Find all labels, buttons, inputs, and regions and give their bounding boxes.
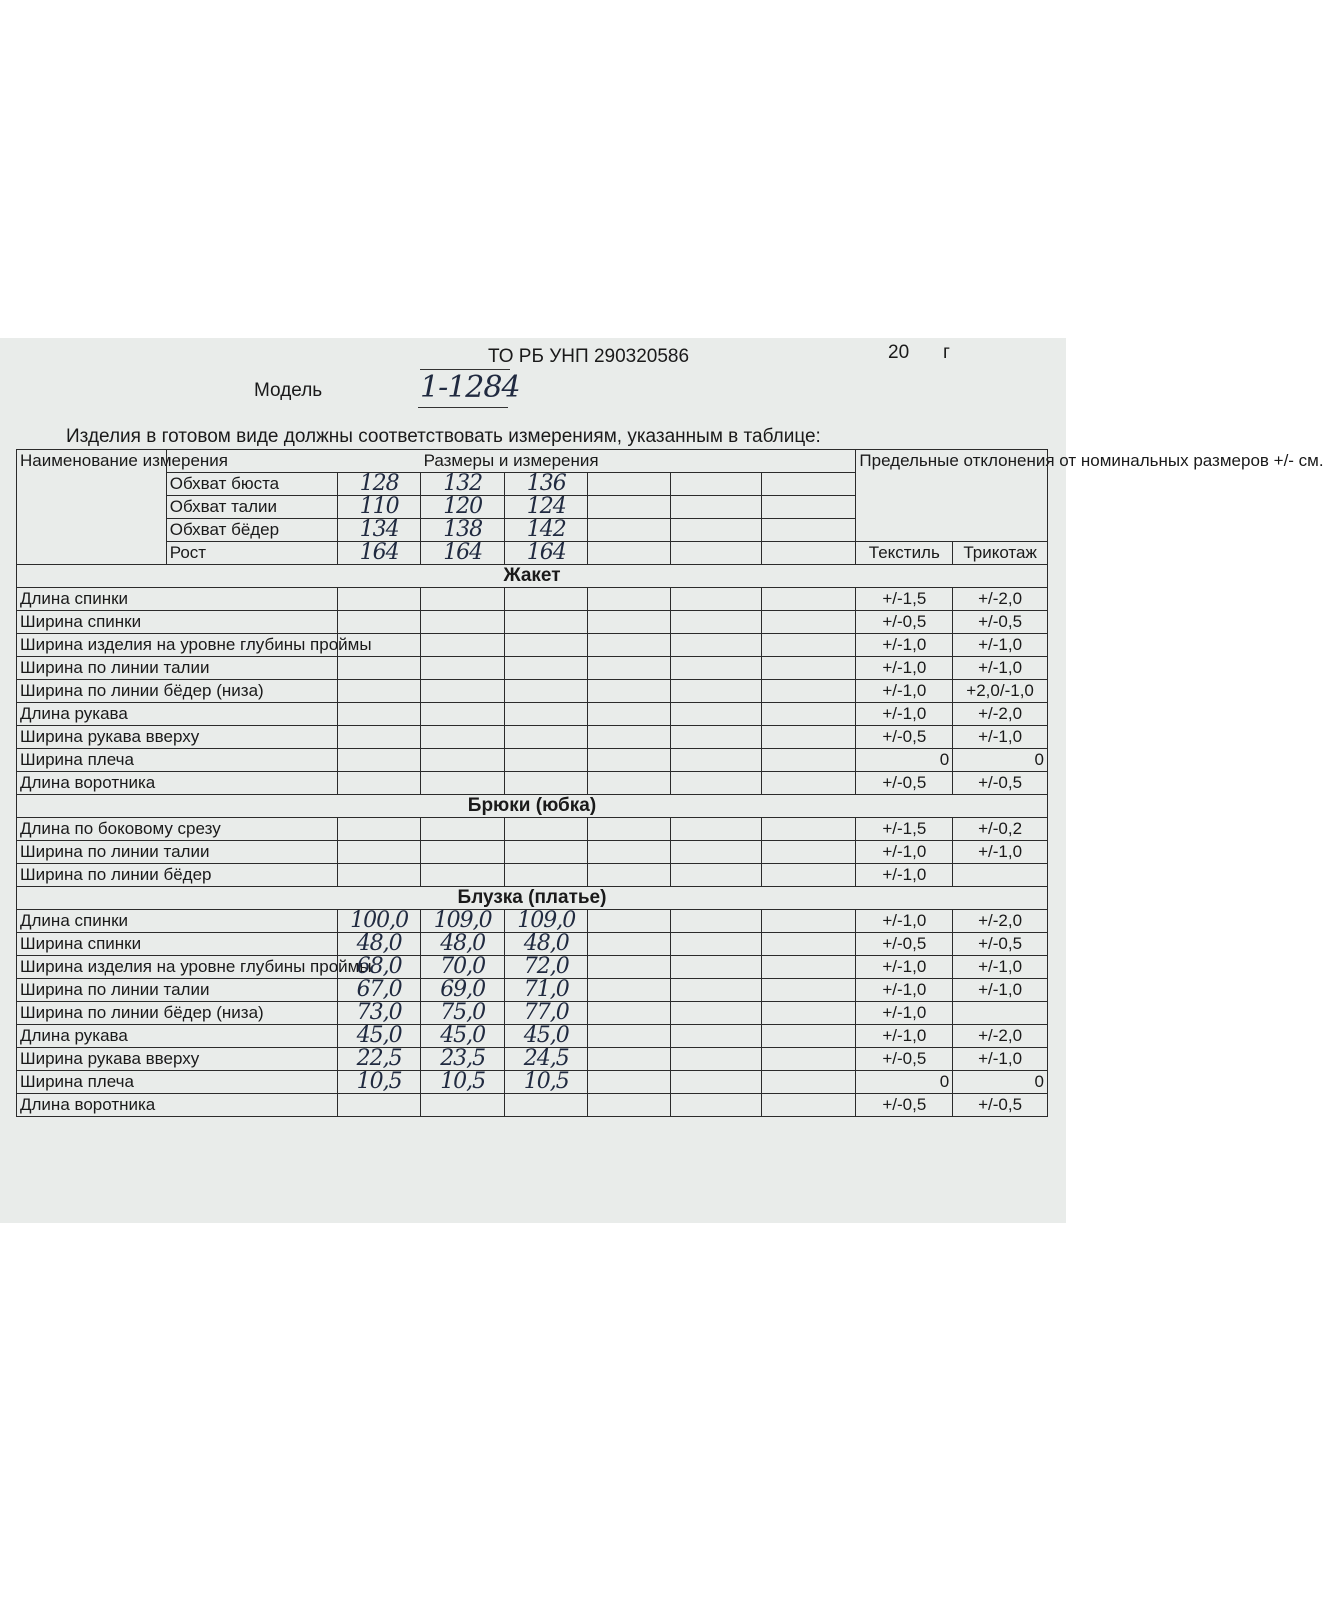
empty-cell [761, 956, 856, 979]
textile-tolerance: 0 [856, 1071, 953, 1094]
empty-cell [588, 841, 671, 864]
measurement-value [337, 818, 421, 841]
measurement-value [337, 588, 421, 611]
measurement-value [337, 772, 421, 795]
textile-tolerance: +/-1,0 [856, 1002, 953, 1025]
empty-cell [761, 1048, 856, 1071]
size-label: Обхват бюста [166, 473, 337, 496]
empty-cell [588, 680, 671, 703]
size-value: 164 [421, 542, 505, 565]
knit-tolerance: +/-1,0 [953, 956, 1048, 979]
empty-cell [671, 1002, 762, 1025]
measurement-name: Длина спинки [17, 588, 338, 611]
empty-cell [671, 864, 762, 887]
measurement-value: 23,5 [421, 1048, 505, 1071]
empty-cell [761, 496, 856, 519]
textile-tolerance: +/-0,5 [856, 1048, 953, 1071]
size-value: 124 [504, 496, 588, 519]
size-value: 136 [504, 473, 588, 496]
empty-cell [761, 473, 856, 496]
table-row [17, 1094, 1048, 1117]
empty-cell [588, 933, 671, 956]
empty-cell [761, 864, 856, 887]
table-row [17, 1071, 1048, 1094]
empty-cell [761, 910, 856, 933]
size-label: Обхват бёдер [166, 519, 337, 542]
measurement-value: 10,5 [421, 1071, 505, 1094]
measurement-name: Ширина по линии талии [17, 841, 338, 864]
empty-cell [588, 749, 671, 772]
measurement-value: 45,0 [421, 1025, 505, 1048]
measurement-value: 68,0 [337, 956, 421, 979]
header-row [17, 450, 1048, 473]
textile-tolerance: +/-0,5 [856, 772, 953, 795]
knit-tolerance: +/-0,5 [953, 611, 1048, 634]
textile-tolerance: +/-1,0 [856, 657, 953, 680]
size-row [17, 542, 1048, 565]
empty-cell [761, 519, 856, 542]
measurement-name: Ширина спинки [17, 933, 338, 956]
section-title: Блузка (платье) [17, 887, 1048, 910]
measurement-name: Длина по боковому срезу [17, 818, 338, 841]
knit-tolerance: 0 [953, 1071, 1048, 1094]
measurement-name: Ширина по линии талии [17, 657, 338, 680]
knit-tolerance: 0 [953, 749, 1048, 772]
knit-tolerance: +/-2,0 [953, 910, 1048, 933]
empty-cell [761, 841, 856, 864]
measurement-name: Длина воротника [17, 1094, 338, 1117]
table-row [17, 611, 1048, 634]
empty-cell [671, 956, 762, 979]
measurement-value: 48,0 [504, 933, 588, 956]
knit-tolerance: +/-0,2 [953, 818, 1048, 841]
section-row [17, 795, 1048, 818]
table-row [17, 588, 1048, 611]
measurement-value [504, 818, 588, 841]
empty-cell [671, 680, 762, 703]
knit-tolerance: +/-0,5 [953, 772, 1048, 795]
empty-cell [671, 818, 762, 841]
empty-cell [761, 634, 856, 657]
measurement-value [421, 749, 505, 772]
table-row [17, 841, 1048, 864]
empty-cell [761, 1025, 856, 1048]
empty-cell [761, 1071, 856, 1094]
knit-tolerance: +2,0/-1,0 [953, 680, 1048, 703]
measurement-name: Ширина по линии бёдер [17, 864, 338, 887]
measurement-name: Ширина по линии талии [17, 979, 338, 1002]
empty-cell [671, 634, 762, 657]
empty-cell [671, 841, 762, 864]
measurement-value [504, 726, 588, 749]
measurement-value: 73,0 [337, 1002, 421, 1025]
size-value: 110 [337, 496, 421, 519]
empty-cell [671, 496, 762, 519]
measurement-value [421, 588, 505, 611]
measurement-name: Ширина по линии бёдер (низа) [17, 1002, 338, 1025]
textile-tolerance: +/-1,0 [856, 910, 953, 933]
measurement-value: 109,0 [504, 910, 588, 933]
textile-tolerance: +/-0,5 [856, 726, 953, 749]
size-value: 134 [337, 519, 421, 542]
size-value: 132 [421, 473, 505, 496]
empty-cell [588, 1048, 671, 1071]
textile-tolerance: +/-1,5 [856, 818, 953, 841]
table-row [17, 864, 1048, 887]
knit-tolerance: +/-1,0 [953, 841, 1048, 864]
textile-tolerance: +/-1,5 [856, 588, 953, 611]
table-row [17, 1002, 1048, 1025]
empty-cell [761, 703, 856, 726]
size-label: Рост [166, 542, 337, 565]
measurement-name: Ширина плеча [17, 749, 338, 772]
empty-cell [761, 1002, 856, 1025]
measurement-value: 10,5 [504, 1071, 588, 1094]
measurement-value [504, 657, 588, 680]
measurement-name: Ширина рукава вверху [17, 726, 338, 749]
empty-cell [761, 657, 856, 680]
knit-tolerance: +/-1,0 [953, 657, 1048, 680]
empty-cell [588, 611, 671, 634]
knit-tolerance: +/-2,0 [953, 703, 1048, 726]
measurement-table [16, 449, 1324, 1117]
empty-cell [761, 726, 856, 749]
measurement-value [504, 749, 588, 772]
measurement-value [421, 726, 505, 749]
measurement-value [337, 657, 421, 680]
knit-tolerance: +/-1,0 [953, 726, 1048, 749]
size-value: 164 [337, 542, 421, 565]
measurement-value [421, 818, 505, 841]
empty-cell [761, 933, 856, 956]
measurement-value: 70,0 [421, 956, 505, 979]
empty-cell [671, 542, 762, 565]
empty-cell [761, 588, 856, 611]
empty-cell [761, 680, 856, 703]
measurement-name: Длина рукава [17, 1025, 338, 1048]
measurement-value [337, 703, 421, 726]
empty-cell [671, 1094, 762, 1117]
size-value: 142 [504, 519, 588, 542]
empty-cell [588, 588, 671, 611]
measurement-value [337, 749, 421, 772]
measurement-value [504, 841, 588, 864]
table-row [17, 634, 1048, 657]
measurement-value: 75,0 [421, 1002, 505, 1025]
empty-cell [588, 519, 671, 542]
doc-code: ТО РБ УНП 290320586 [488, 346, 690, 367]
deviation-header: Предельные отклонения от номинальных размеров +/- см. [856, 450, 1048, 542]
empty-cell [588, 703, 671, 726]
measurement-value [504, 864, 588, 887]
table-row [17, 956, 1048, 979]
measurement-value: 77,0 [504, 1002, 588, 1025]
measurement-name: Ширина изделия на уровне глубины проймы [17, 956, 338, 979]
name-column-header: Наименование измерения [17, 450, 167, 565]
empty-cell [588, 634, 671, 657]
measurement-value [337, 680, 421, 703]
measurement-name: Длина рукава [17, 703, 338, 726]
empty-cell [671, 473, 762, 496]
knit-tolerance: +/-1,0 [953, 979, 1048, 1002]
table-row [17, 680, 1048, 703]
measurement-value: 72,0 [504, 956, 588, 979]
table-row [17, 910, 1048, 933]
textile-tolerance: +/-1,0 [856, 634, 953, 657]
table-row [17, 1025, 1048, 1048]
empty-cell [761, 772, 856, 795]
measurement-value [337, 611, 421, 634]
knit-tolerance: +/-0,5 [953, 933, 1048, 956]
section-title: Брюки (юбка) [17, 795, 1048, 818]
empty-cell [761, 818, 856, 841]
empty-cell [671, 979, 762, 1002]
section-title: Жакет [17, 565, 1048, 588]
textile-tolerance: 0 [856, 749, 953, 772]
measurement-value [421, 841, 505, 864]
table-row [17, 657, 1048, 680]
empty-cell [671, 910, 762, 933]
empty-cell [761, 1094, 856, 1117]
year: 20 [888, 342, 910, 363]
knit-tolerance: +/-1,0 [953, 634, 1048, 657]
measurement-value [421, 611, 505, 634]
textile-tolerance: +/-1,0 [856, 680, 953, 703]
measurement-value: 48,0 [337, 933, 421, 956]
empty-cell [671, 933, 762, 956]
empty-cell [761, 749, 856, 772]
textile-tolerance: +/-1,0 [856, 864, 953, 887]
measurement-value: 22,5 [337, 1048, 421, 1071]
table-row [17, 818, 1048, 841]
empty-cell [671, 703, 762, 726]
measurement-value [337, 864, 421, 887]
empty-cell [761, 542, 856, 565]
table-row [17, 1048, 1048, 1071]
model-underline [418, 407, 508, 408]
section-row [17, 565, 1048, 588]
knit-tolerance: +/-2,0 [953, 1025, 1048, 1048]
measurement-value [421, 703, 505, 726]
measurement-value [504, 680, 588, 703]
size-label: Обхват талии [166, 496, 337, 519]
size-value: 138 [421, 519, 505, 542]
measurement-value: 45,0 [504, 1025, 588, 1048]
measurement-value: 48,0 [421, 933, 505, 956]
textile-tolerance: +/-0,5 [856, 611, 953, 634]
knit-tolerance [953, 1002, 1048, 1025]
measurement-value [337, 726, 421, 749]
size-value: 120 [421, 496, 505, 519]
empty-cell [588, 1071, 671, 1094]
measurement-value [504, 703, 588, 726]
textile-header: Текстиль [856, 542, 953, 565]
knit-tolerance: +/-1,0 [953, 1048, 1048, 1071]
measurement-value: 109,0 [421, 910, 505, 933]
empty-cell [671, 657, 762, 680]
measurement-value [337, 841, 421, 864]
table-row [17, 726, 1048, 749]
knit-tolerance: +/-2,0 [953, 588, 1048, 611]
measurement-value [504, 772, 588, 795]
empty-cell [671, 1071, 762, 1094]
knit-header: Трикотаж [953, 542, 1048, 565]
year-suffix: г [943, 342, 950, 363]
textile-tolerance: +/-1,0 [856, 1025, 953, 1048]
measurement-value [421, 1094, 505, 1117]
document-sheet [0, 338, 1324, 1223]
sizes-header: Размеры и измерения [166, 450, 856, 473]
model-label: Модель [254, 380, 323, 401]
empty-cell [761, 979, 856, 1002]
measurement-value [421, 657, 505, 680]
empty-cell [588, 772, 671, 795]
empty-cell [588, 864, 671, 887]
table-row [17, 933, 1048, 956]
textile-tolerance: +/-1,0 [856, 703, 953, 726]
measurement-value: 69,0 [421, 979, 505, 1002]
empty-cell [588, 1094, 671, 1117]
measurement-name: Ширина плеча [17, 1071, 338, 1094]
measurement-value [421, 864, 505, 887]
empty-cell [588, 542, 671, 565]
size-value: 128 [337, 473, 421, 496]
empty-cell [588, 818, 671, 841]
measurement-value: 24,5 [504, 1048, 588, 1071]
empty-cell [588, 956, 671, 979]
measurement-value [421, 772, 505, 795]
empty-cell [588, 496, 671, 519]
measurement-name: Ширина по линии бёдер (низа) [17, 680, 338, 703]
table-row [17, 979, 1048, 1002]
textile-tolerance: +/-1,0 [856, 841, 953, 864]
measurement-value [504, 1094, 588, 1117]
empty-cell [588, 657, 671, 680]
knit-tolerance: +/-0,5 [953, 1094, 1048, 1117]
size-value: 164 [504, 542, 588, 565]
measurement-value [421, 680, 505, 703]
empty-cell [671, 1025, 762, 1048]
empty-cell [671, 588, 762, 611]
empty-cell [671, 519, 762, 542]
measurement-name: Ширина изделия на уровне глубины проймы [17, 634, 338, 657]
empty-cell [761, 611, 856, 634]
measurement-value: 100,0 [337, 910, 421, 933]
measurement-name: Длина спинки [17, 910, 338, 933]
measurement-value: 71,0 [504, 979, 588, 1002]
model-value: 1-1284 [420, 370, 520, 405]
measurement-value [504, 634, 588, 657]
table-row [17, 703, 1048, 726]
empty-cell [588, 979, 671, 1002]
textile-tolerance: +/-0,5 [856, 1094, 953, 1117]
measurement-value: 45,0 [337, 1025, 421, 1048]
measurement-value [504, 588, 588, 611]
empty-cell [588, 473, 671, 496]
measurement-value [337, 1094, 421, 1117]
measurement-value: 67,0 [337, 979, 421, 1002]
knit-tolerance [953, 864, 1048, 887]
measurement-value: 10,5 [337, 1071, 421, 1094]
measurement-value [421, 634, 505, 657]
empty-cell [671, 749, 762, 772]
measurement-value [504, 611, 588, 634]
measurement-name: Длина воротника [17, 772, 338, 795]
empty-cell [588, 726, 671, 749]
empty-cell [671, 772, 762, 795]
empty-cell [671, 611, 762, 634]
empty-cell [588, 1002, 671, 1025]
section-row [17, 887, 1048, 910]
empty-cell [671, 1048, 762, 1071]
measurement-name: Ширина рукава вверху [17, 1048, 338, 1071]
table-row [17, 749, 1048, 772]
intro-text: Изделия в готовом виде должны соответствовать измерениям, указанным в таблице: [66, 426, 821, 447]
textile-tolerance: +/-0,5 [856, 933, 953, 956]
empty-cell [671, 726, 762, 749]
empty-cell [588, 1025, 671, 1048]
table-row [17, 772, 1048, 795]
textile-tolerance: +/-1,0 [856, 956, 953, 979]
measurement-name: Ширина спинки [17, 611, 338, 634]
empty-cell [588, 910, 671, 933]
textile-tolerance: +/-1,0 [856, 979, 953, 1002]
